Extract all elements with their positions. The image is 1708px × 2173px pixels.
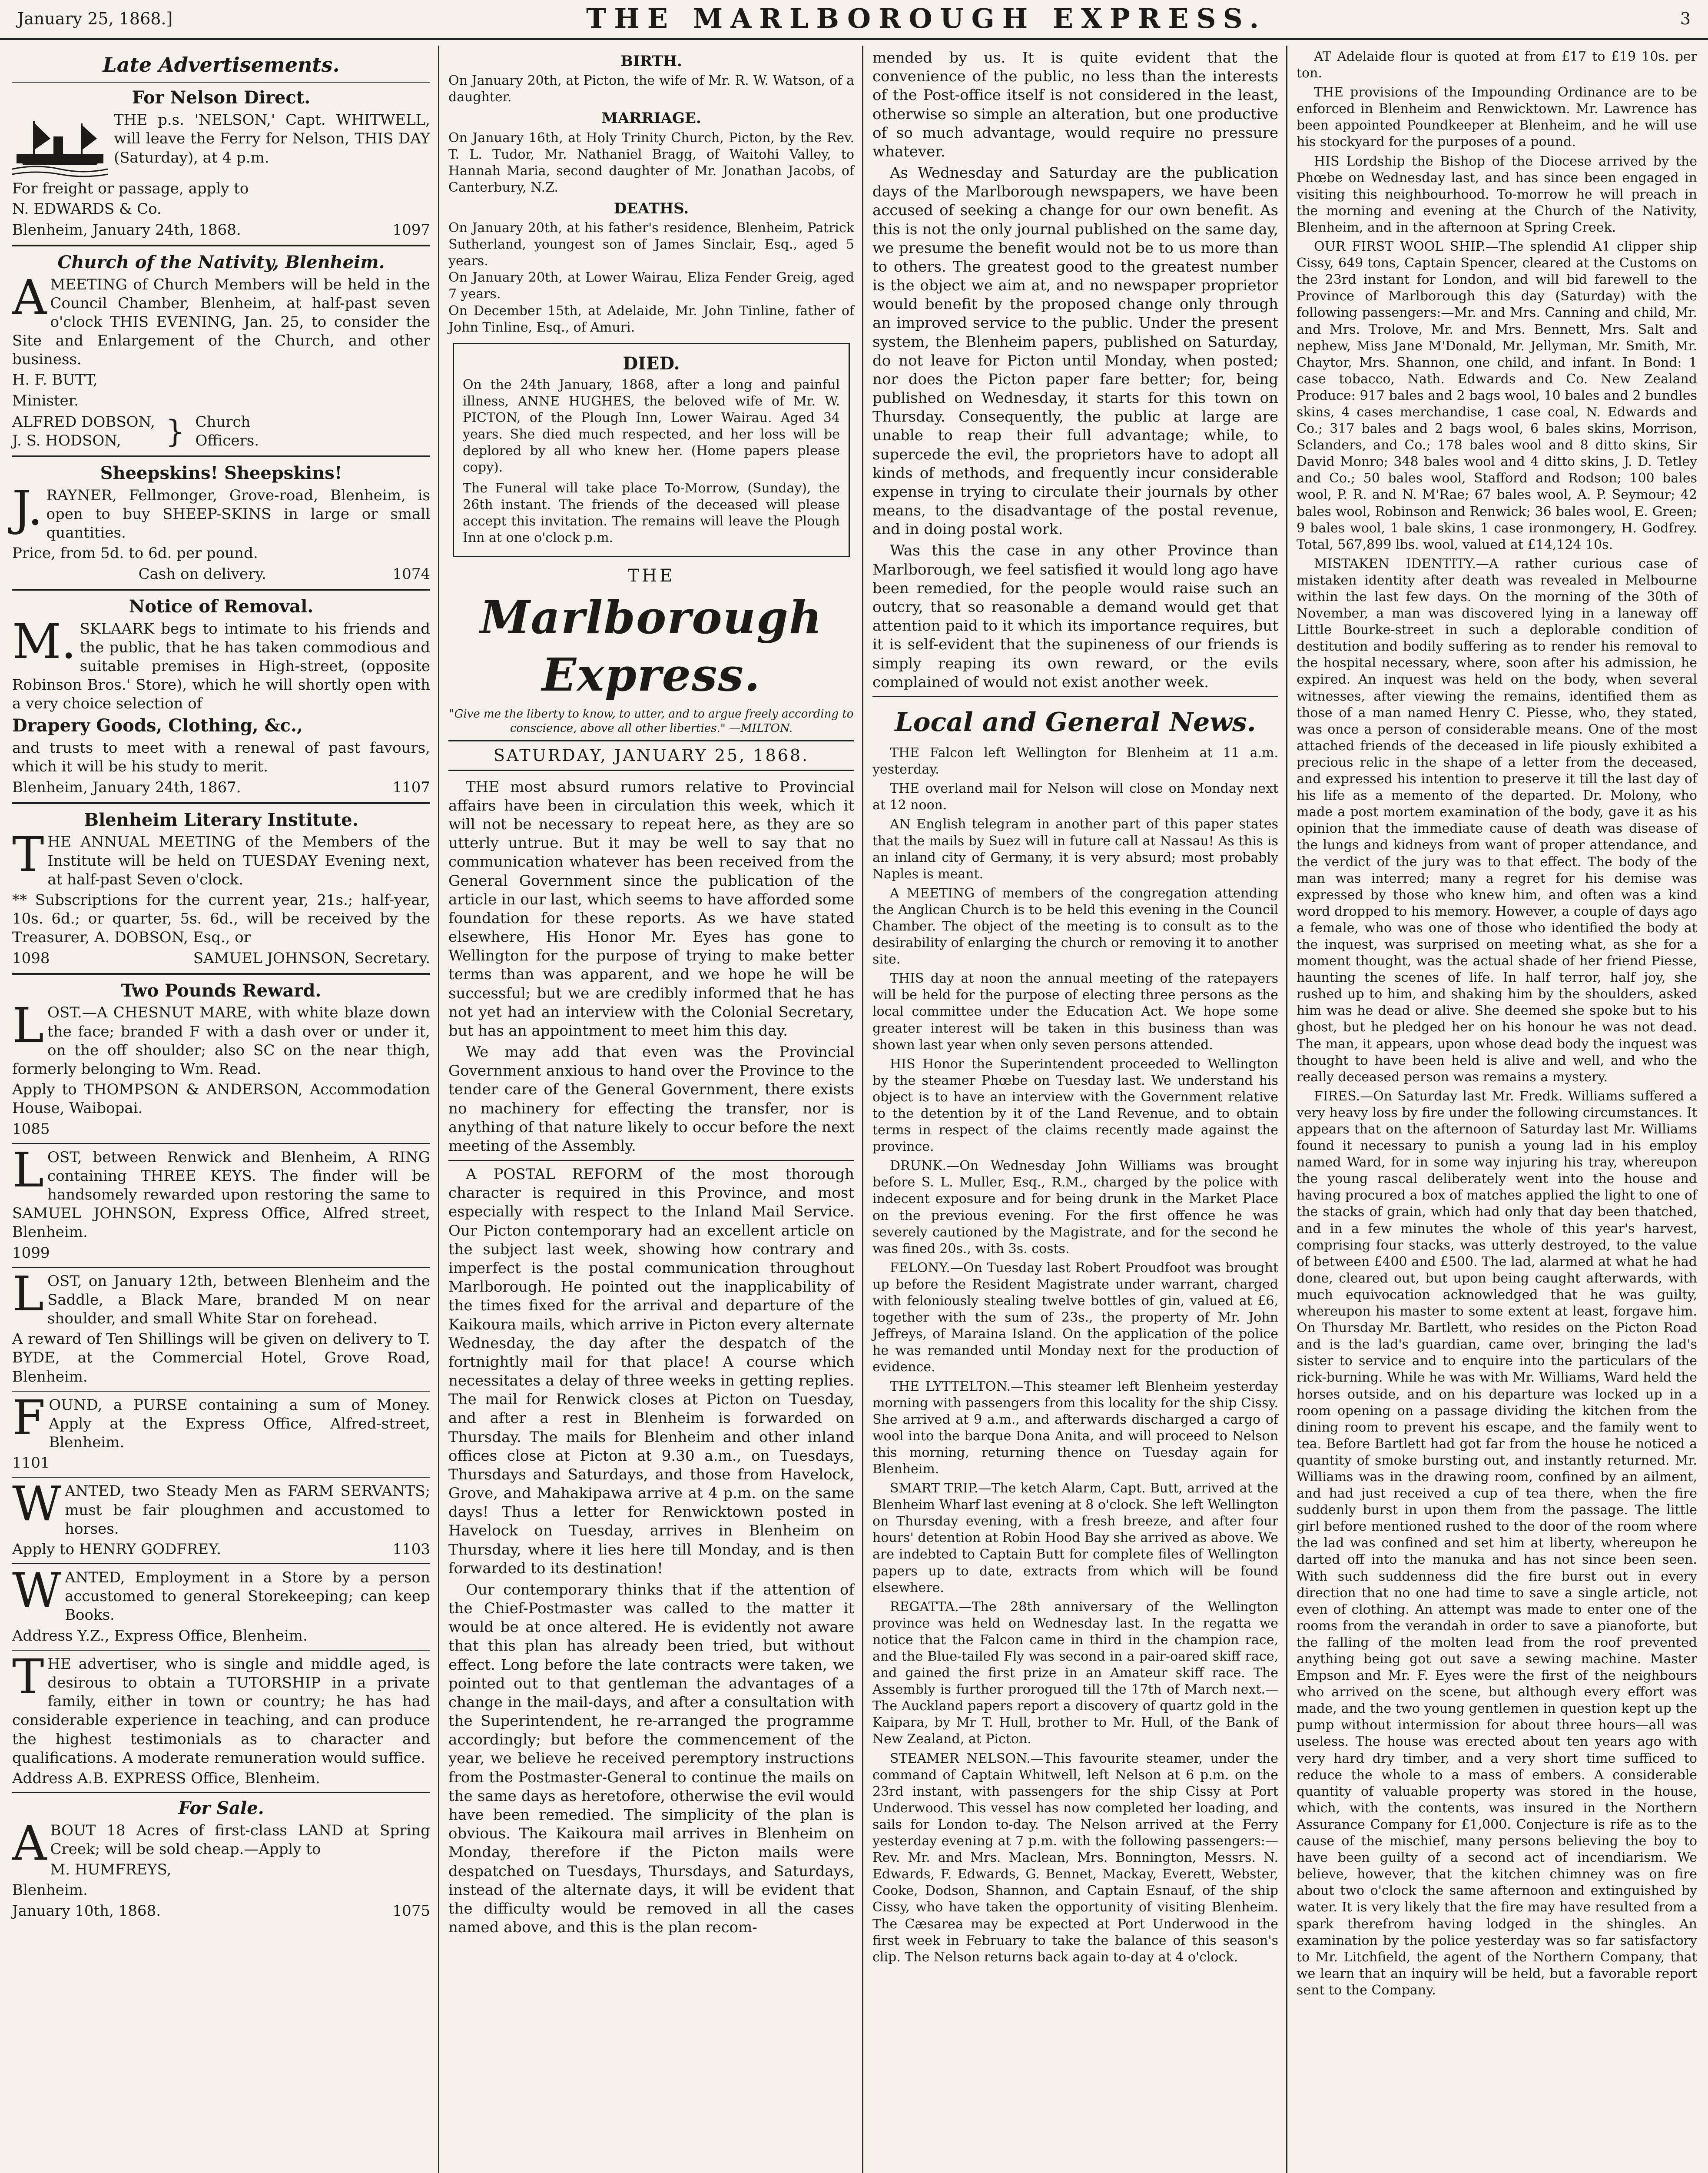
deaths-heading: DEATHS. bbox=[614, 199, 689, 217]
news-item: DRUNK.—On Wednesday John Williams was brought before S. L. Muller, Esq., R.M., charged by the police with indecent exposure and for being drunk in the Market Place on the previous evening. For the first offence he was severely cautioned by the Magistrate, and for the second he was fined 20s., with 3s. costs. bbox=[872, 1158, 1278, 1256]
news-item: THE LYTTELTON.—This steamer left Blenheim yesterday morning with passengers from this locality for the ship Cissy. She arrived at 9 a.m., and afterwards discharged a cargo of wool into the barque Dona Anita, and will proceed to Nelson this morning, returning thence on Tuesday again for Blenheim. bbox=[872, 1379, 1278, 1477]
brace: } bbox=[165, 413, 185, 449]
news-item: STEAMER NELSON.—This favourite steamer, under the command of Captain Whitwell, left Nelson at 6 p.m. on the 23rd instant, with passengers for the ship Cissy at Port Underwood. This vessel has now completed her loading, and sails for London to-day. The Nelson arrived at the Ferry yesterday evening at 7 p.m. with the following passengers:—Rev. Mr. and Mrs. Maclean, Mrs. Bonnington, Messrs. N. Edwards, F. Edwards, G. Bennet, Mackay, Everett, Webster, Cooke, Dodson, Shannon, and Captain Esnauf, of the ship Cissy, who have taken the opportunity of visiting Blenheim. The Cæsarea may be expected at Port Underwood in the first week in February to take the balance of this season's clip. The Nelson returns back again to-day at 4 o'clock. bbox=[872, 1751, 1278, 1965]
ad-body: THE ANNUAL MEETING of the Members of the Institute will be held on TUESDAY Evening next, at half-past Seven o'clock. bbox=[12, 827, 430, 888]
ad-body: and trusts to meet with a renewal of past favours, which it will be his study to merit. bbox=[12, 739, 430, 776]
birth-heading: BIRTH. bbox=[620, 53, 682, 70]
ad-footer bbox=[12, 1540, 430, 1559]
ad-reward bbox=[12, 980, 430, 1139]
ad-heading: Sheepskins! Sheepskins! bbox=[100, 463, 342, 484]
death-notice: On January 20th, at his father's residence, Blenheim, Patrick Sutherland, youngest son of James Sinclair, Esq., aged 5 years. bbox=[448, 220, 854, 269]
church-officers bbox=[12, 413, 430, 450]
ad-agent: M. HUMFREYS, bbox=[50, 1861, 172, 1879]
ad-body: LOST, between Renwick and Blenheim, A RING containing THREE KEYS. The finder will be handsomely rewarded upon restoring the same to SAMUEL JOHNSON, Express Office, Alfred street, Blenheim. bbox=[12, 1142, 430, 1241]
news-item: REGATTA.—The 28th anniversary of the Wellington province was held on Wednesday last. In the regatta we notice that the Falcon came in third in the champion race, and the Blue-tailed Fly was second in a pair-oared skiff race, and gained the first prize in an Amateur skiff race. The Assembly is further prorogued till the 17th of March next.—The Auckland papers report a discovery of quartz gold in the Kaipara, by Mr T. Hull, brother to Mr. Hull, of the Bank of New Zealand, at Picton. bbox=[872, 1599, 1278, 1747]
ad-ref: 1103 bbox=[392, 1540, 430, 1558]
divider bbox=[12, 802, 430, 804]
divider bbox=[448, 1160, 854, 1161]
ad-address: Address A.B. EXPRESS Office, Blenheim. bbox=[12, 1769, 320, 1787]
news-item: HIS Honor the Superintendent proceeded to Wellington by the steamer Phœbe on Tuesday last. We understand his object is to have an interview with the Government relative to the detention by it of the Land Revenue, and to obtain terms in respect of the claims recently made against the province. bbox=[872, 1056, 1278, 1155]
editorial-paragraph: THE most absurd rumors relative to Provincial affairs have been in circulation this week, which it will not be necessary to repeat here, as they are so utterly untrue. But it may be well to say that no communication whatever has been received from the General Government since the publication of the article in our last, which seems to have afforded some foundation for these reports. As we have stated elsewhere, His Honor Mr. Eyes has gone to Wellington for the purpose of trying to make better terms than was apparent, and we hope he will be successful; but we are credibly informed that he has not yet had an interview with the Colonial Secretary, but has an appointment to meet him this day. bbox=[448, 778, 854, 1040]
news-item: THE overland mail for Nelson will close on Monday next at 12 noon. bbox=[872, 781, 1278, 813]
ad-sheepskins bbox=[12, 462, 430, 584]
officer-name: J. S. HODSON, bbox=[12, 432, 121, 449]
ad-ref: 1098 bbox=[12, 949, 50, 967]
ad-body: ABOUT 18 Acres of first-class LAND at Spring Creek; will be sold cheap.—Apply to bbox=[12, 1815, 430, 1871]
divider bbox=[12, 589, 430, 591]
ad-tutor bbox=[12, 1648, 430, 1788]
ad-wanted-men bbox=[12, 1476, 430, 1559]
news-item: THIS day at noon the annual meeting of the ratepayers will be held for the purpose of electing three persons as the local committee under the Education Act. We hope some greater interest will be taken in this business than was shown last year when only seven persons attended. bbox=[872, 971, 1278, 1053]
ad-lost-mare bbox=[12, 1266, 430, 1386]
ad-secretary: SAMUEL JOHNSON, Secretary. bbox=[193, 949, 430, 967]
ad-price: Price, from 5d. to 6d. per pound. bbox=[12, 545, 258, 562]
marriage-heading: MARRIAGE. bbox=[601, 110, 701, 127]
nameplate-title: Marlborough Express. bbox=[480, 591, 823, 702]
death-notice: On December 15th, at Adelaide, Mr. John Tinline, father of John Tinline, Esq., of Amuri. bbox=[448, 303, 854, 335]
ad-body: J.RAYNER, Fellmonger, Grove-road, Blenheim, is open to buy SHEEP-SKINS in large or small quantities. bbox=[12, 480, 430, 542]
birth-notice: On January 20th, at Picton, the wife of Mr. R. W. Watson, of a daughter. bbox=[448, 73, 854, 105]
ad-wanted-employment bbox=[12, 1562, 430, 1645]
ad-body: M.SKLAARK begs to intimate to his friends and the public, that he has taken commodious and suitable premises in High-street, (opposite Robinson Bros.' Store), which he will shortly open with a very choice selection of bbox=[12, 613, 430, 713]
editorial-paragraph: We may add that even was the Provincial Government anxious to hand over the Province to the tender care of the General Government, there exists no machinery for effecting the transfer, nor is anything of that nature likely to occur before the next meeting of the Assembly. bbox=[448, 1043, 854, 1155]
ad-footer bbox=[12, 778, 430, 797]
masthead-paper-name: THE MARLBOROUGH EXPRESS. bbox=[586, 3, 1267, 35]
ad-body: THE advertiser, who is single and middle aged, is desirous to obtain a TUTORSHIP in a private family, either in town or country; he has had considerable experience in teaching, and can produce the highest testimonials as to character and qualifications. A moderate remuneration would suffice. bbox=[12, 1648, 430, 1767]
column-3-news bbox=[866, 49, 1284, 2173]
news-item: THE Falcon left Wellington for Blenheim at 11 a.m. yesterday. bbox=[872, 745, 1278, 777]
editorial-paragraph: As Wednesday and Saturday are the publication days of the Marlborough newspapers, we have been accused of seeking a change for our own benefit. As this is not the only journal published on the same day, we presume the benefit would not be to us more than to others. The greatest good to the greatest number is the object we aim at, and no newspaper proprietor would benefit by the proposed change only through an improved service to the public. Under the present system, the Blenheim papers, published on Saturday, do not leave for Picton until Monday, when posted; nor does the Picton paper fare better; for, being published on Wednesday, it starts for this town on Thursday. Consequently, the public at large are unable to reap their full advantage; while, to supercede the evil, the proprietors have to adopt all kinds of methods, and frequently incur considerable expense in trying to circulate their journals by other means, to the disadvantage of the postal revenue, and in doing postal work. bbox=[872, 164, 1278, 538]
ad-ref: 1101 bbox=[12, 1454, 50, 1472]
ad-nelson-ferry bbox=[12, 87, 430, 239]
editorial-paragraph: Our contemporary thinks that if the attention of the Chief-Postmaster was called to the matter it would be at once altered. He is evidently not aware that this plan has already been tried, but without effect. Long before the late contracts were taken, we pointed out to that gentleman the advantages of a change in the mail-days, and after a consultation with the Superintendent, he re-arranged the programme accordingly; but before the commencement of the year, we believe he received peremptory instructions from the Postmaster-General to continue the mails on the same days as heretofore, otherwise the evil would have been remedied. The simplicity of the plan is obvious. The Kaikoura mail arrives in Blenheim on Monday, therefore if the Picton mails were despatched on Tuesdays, Thursdays, and Saturdays, instead of the alternate days, it will be evident that the difficulty would be removed in all the cases named above, and this is the plan recom- bbox=[448, 1581, 854, 1937]
local-news bbox=[872, 745, 1278, 1966]
ad-for-sale bbox=[12, 1798, 430, 1920]
ad-literary-institute bbox=[12, 809, 430, 968]
ad-body: WANTED, two Steady Men as FARM SERVANTS; must be fair ploughmen and accustomed to horses. bbox=[12, 1476, 430, 1538]
column-1-advertisements bbox=[6, 49, 436, 2173]
nameplate bbox=[448, 565, 854, 704]
divider bbox=[12, 245, 430, 246]
ad-footer bbox=[12, 949, 430, 968]
news-item: FELONY.—On Tuesday last Robert Proudfoot was brought up before the Resident Magistrate under warrant, charged with feloniously stealing twelve bottles of gin, valued at £6, together with the sum of 23s., the property of Mr. John Jeffreys, of Maraina Island. On the application of the police he was remanded until Monday next for the production of evidence. bbox=[872, 1260, 1278, 1375]
steamship-icon bbox=[12, 113, 108, 178]
ad-heading: Church of the Nativity, Blenheim. bbox=[57, 252, 385, 272]
ad-heading: For Sale. bbox=[178, 1798, 264, 1819]
ad-heading: For Nelson Direct. bbox=[132, 87, 311, 108]
page-number: 3 bbox=[1680, 9, 1691, 29]
news-item: FIRES.—On Saturday last Mr. Fredk. Williams suffered a very heavy loss by fire under the following circumstances. It appears that on the afternoon of Saturday last Mr. Williams found it necessary to punish a young lad in his employ named Ward, for in some way injuring his tray, whereupon the young rascal deliberately went into the house and having procured a box of matches applied the light to one of the stacks of grain, which had only that day been thatched, and in a few minutes the whole of this year's harvest, comprising four stacks, was utterly destroyed, to the value of between £400 and £500. The lad, alarmed at what he had done, cleared out, but upon being caught afterwards, with much equivocation acknowledged that he was guilty, whereupon his master to some extent at least, forgave him. On Thursday Mr. Bartlett, who resides on the Picton Road and is the lad's guardian, came over, bringing the lad's sister to service and to enquire into the particulars of the rick-burning. While he was with Mr. Williams, Ward held the horses outside, and on his departure was locked up in a room opening on a passage dividing the kitchen from the dining room to prevent his escape, and the family went to tea. Before Bartlett had got far from the house he noticed a quantity of smoke bursting out, and instantly returned. Mr. Williams was in the drawing room, confined by an ailment, and had just received a cup of tea there, when the fire suddenly burst in upon them from the passage. The little girl before mentioned rushed to the door of the room where the lad was confined and set him at liberty, whereupon he darted off into the manuka and has not since been seen. With such suddenness did the fire burst out in every direction that no one had time to save a single article, not even of clothing. An attempt was made to enter one of the rooms from the verandah in order to save a pianoforte, but the falling of the molten lead from the roof prevented anything being got out save a sewing machine. Master Empson and Mr. F. Eyes were the first of the neighbours who arrived on the scene, but although every effort was made, and the two young gentlemen in question kept up the pump without intermission for about three hours—all was useless. The house was erected about ten years ago with very hard dry timber, and a very short time sufficed to reduce the whole to a mass of embers. A considerable quantity of valuable property was stored in the house, which, with the contents, was insured in the Northern Assurance Company for £1,000. Conjecture is rife as to the cause of the mischief, many persons believing the boy to have been guilty of a second act of incendiarism. We believe, however, that the kitchen chimney was on fire about two o'clock the same afternoon and extinguished by water. It is very likely that the fire may have resulted from a spark therefrom having lodged in the shingles. An examination by the police yesterday was so far satisfactory to Mr. Litchfield, the agent of the Northern Company, that we learn that an inquiry will be held, but a favorable report sent to the Company. bbox=[1297, 1088, 1697, 1998]
ad-body: ** Subscriptions for the current year, 21s.; half-year, 10s. 6d.; or quarter, 5s. 6d., will be received by the Treasurer, A. DOBSON, Esq., or bbox=[12, 891, 430, 947]
ad-ref: 1099 bbox=[12, 1244, 50, 1262]
ad-apply: Apply to THOMPSON & ANDERSON, Accommodation House, Waibopai. bbox=[12, 1081, 430, 1117]
local-news-continued bbox=[1297, 49, 1697, 1999]
ad-place: Blenheim. bbox=[12, 1881, 88, 1899]
divider bbox=[12, 1650, 430, 1651]
ad-agent: N. EDWARDS & Co. bbox=[12, 200, 162, 218]
ad-date: Blenheim, January 24th, 1867. bbox=[12, 778, 241, 796]
divider bbox=[12, 1477, 430, 1478]
ad-signature-title: Minister. bbox=[12, 392, 79, 409]
ad-heading: Blenheim Literary Institute. bbox=[84, 809, 358, 830]
ad-date: Blenheim, January 24th, 1868. bbox=[12, 221, 241, 239]
ad-footer bbox=[12, 221, 430, 239]
ad-body: FOUND, a PURSE containing a sum of Money. Apply at the Express Office, Alfred-street, Blenheim. bbox=[12, 1389, 430, 1452]
ad-church bbox=[12, 252, 430, 450]
ad-removal bbox=[12, 596, 430, 797]
died-heading: DIED. bbox=[623, 353, 680, 374]
funeral-text: The Funeral will take place To-Morrow, (Sunday), the 26th instant. The friends of the deceased will please accept this invitation. The remains will leave the Plough Inn at one o'clock p.m. bbox=[463, 481, 840, 546]
issue-dateline: SATURDAY, JANUARY 25, 1868. bbox=[448, 740, 854, 771]
news-item: A MEETING of members of the congregation attending the Anglican Church is to be held this evening in the Council Chamber. The object of the meeting is to consult as to the desirability of enlarging the church or removing it to another site. bbox=[872, 885, 1278, 967]
ad-body: LOST, on January 12th, between Blenheim and the Saddle, a Black Mare, branded M on near shoulder, and small White Star on forehead. bbox=[12, 1266, 430, 1328]
divider bbox=[12, 82, 430, 83]
ad-ref: 1075 bbox=[392, 1902, 430, 1920]
ad-apply: Apply to HENRY GODFREY. bbox=[12, 1540, 222, 1558]
officers-label: Church Officers. bbox=[195, 413, 259, 449]
ad-ref: 1097 bbox=[392, 221, 430, 239]
editorial-continued bbox=[872, 49, 1278, 692]
editorial-paragraph: A POSTAL REFORM of the most thorough character is required in this Province, and most especially with respect to the Inland Mail Service. Our Picton contemporary had an excellent article on the subject last week, showing how contrary and imperfect is the postal communication throughout Marlborough. He pointed out the inapplicability of the times fixed for the arrival and departure of the Kaikoura mails, which arrive in Picton every alternate Wednesday, the day after the despatch of the fortnightly mail for that place! A course which necessitates a delay of three weeks in getting replies. The mail for Renwick closes at Picton on Tuesday, and after a rest in Blenheim is forwarded on Thursday. The mails for Blenheim and other inland offices close at Picton at 9.30 a.m., on Tuesdays, Thursdays and Saturdays, and those from Havelock, Grove, and Mahakipawa arrive at 4 p.m. on the same days! Thus a letter for Renwicktown posted in Havelock on Tuesday, arrives in Blenheim on Thursday, where it lies here till Monday, and is then forwarded to its destination! bbox=[448, 1166, 854, 1577]
ad-body: For freight or passage, apply to bbox=[12, 180, 249, 198]
late-advertisements-heading: Late Advertisements. bbox=[103, 53, 340, 76]
column-4-news bbox=[1290, 49, 1703, 2173]
divider bbox=[12, 1267, 430, 1268]
divider bbox=[872, 696, 1278, 697]
divider bbox=[12, 455, 430, 457]
ad-heading: Notice of Removal. bbox=[129, 596, 314, 617]
column-rule bbox=[862, 46, 863, 2173]
news-item: SMART TRIP.—The ketch Alarm, Capt. Butt, arrived at the Blenheim Wharf last evening at 8 o'clock. She left Wellington on Thursday evening, with a fresh breeze, and after four hours' detention at Robin Hood Bay she arrived as above. We are indebted to Captain Butt for complete files of Wellington papers up to date, extracts from which will be found elsewhere. bbox=[872, 1481, 1278, 1595]
ad-ref: 1085 bbox=[12, 1120, 50, 1138]
ad-found-purse bbox=[12, 1389, 430, 1473]
local-news-heading: Local and General News. bbox=[895, 707, 1256, 738]
ad-body: AMEETING of Church Members will be held in the Council Chamber, Blenheim, at half-past seven o'clock THIS EVENING, Jan. 25, to consider the Site and Enlargement of the Church, and other business. bbox=[12, 269, 430, 369]
officer-name: ALFRED DOBSON, bbox=[12, 413, 155, 431]
masthead bbox=[0, 0, 1708, 40]
died-box bbox=[453, 343, 850, 558]
ad-footer bbox=[12, 1902, 430, 1920]
editorial-paragraph: mended by us. It is quite evident that the convenience of the public, no less than the interests of the Post-office itself is not considered in the least, otherwise so simple an alteration, but one productive of so much advantage, would require no pressure whatever. bbox=[872, 49, 1278, 160]
death-notice: On January 20th, at Lower Wairau, Eliza Fender Greig, aged 7 years. bbox=[448, 270, 854, 302]
ad-goods: Drapery Goods, Clothing, &c., bbox=[12, 715, 303, 736]
ad-signature: H. F. BUTT, bbox=[12, 371, 98, 389]
ad-date: January 10th, 1868. bbox=[12, 1902, 161, 1920]
ad-ref: 1074 bbox=[392, 565, 430, 583]
nameplate-the: THE bbox=[627, 566, 675, 586]
news-item: AN English telegram in another part of this paper states that the mails by Suez will in future call at Nassau! As this is an inland city of Germany, it is very absurd; most probably Naples is meant. bbox=[872, 817, 1278, 882]
column-2-notices-editorial bbox=[442, 49, 860, 2173]
news-item: THE provisions of the Impounding Ordinance are to be enforced in Blenheim and Renwicktown. Mr. Lawrence has been appointed Poundkeeper at Blenheim, and he will use his stockyard for the purposes of a pound. bbox=[1297, 85, 1697, 150]
divider bbox=[12, 1563, 430, 1564]
ad-lost-keys bbox=[12, 1142, 430, 1263]
ad-heading: Two Pounds Reward. bbox=[121, 980, 322, 1001]
died-text: On the 24th January, 1868, after a long and painful illness, ANNE HUGHES, the beloved wife of Mr. W. PICTON, of the Plough Inn, Lower Wairau. Aged 34 years. She died much respected, and her loss will be deplored by all who knew her. (Home papers please copy). bbox=[463, 377, 840, 475]
divider bbox=[12, 1391, 430, 1392]
editorial-paragraph: Was this the case in any other Province than Marlborough, we feel satisfied it would long ago have been remedied, for the people would raise such an outcry, that so reasonable a demand would get that attention paid to it which its importance requires, but it is self-evident that the supineness of our friends is simply reaping its own reward, or the evils complained of would not exist another week. bbox=[872, 542, 1278, 691]
divider bbox=[12, 1143, 430, 1144]
divider bbox=[12, 1792, 430, 1793]
ad-body: WANTED, Employment in a Store by a person accustomed to general Storekeeping; can keep Books. bbox=[12, 1562, 430, 1624]
ad-footer bbox=[12, 565, 430, 584]
editorial bbox=[448, 778, 854, 1937]
news-item: OUR FIRST WOOL SHIP.—The splendid A1 clipper ship Cissy, 649 tons, Captain Spencer, cleared at the Customs on the 23rd instant for London, and will bid farewell to the Province of Marlborough this day (Saturday) with the following passengers:—Mr. and Mrs. Canning and child, Mr. and Mrs. Trolove, Mr. and Mrs. Bennett, Mrs. Salt and nephew, Miss Jane M'Donald, Mr. Jellyman, Mr. Smith, Mr. Chaytor, Mrs. Shannon, one child, and infant. In Bond: 1 case tobacco, Nath. Edwards and Co. New Zealand Produce: 917 bales and 2 bags wool, 10 bales and 2 bundles skins, 4 cases merchandise, 1 case coal, N. Edwards and Co.; 317 bales and 2 bags wool, 6 bales skins, Morrison, Sclanders, and Co.; 178 bales wool and 8 ditto skins, Sir David Monro; 348 bales wool and 4 ditto skins, J. D. Tetley and Co.; 50 bales wool, Stafford and Rodson; 100 bales wool, P. R. and N. M'Rae; 67 bales wool, A. P. Seymour; 42 bales wool, Robinson and Renwick; 36 bales wool, E. Green; 9 bales wool, 1 bale skins, 1 case ironmongery, H. Godfrey. Total, 567,899 lbs. wool, valued at £14,124 10s. bbox=[1297, 239, 1697, 552]
ad-body: LOST.—A CHESNUT MARE, with white blaze down the face; branded F with a dash over or under it, on the off shoulder; also SC on the near thigh, formerly belonging to Wm. Read. bbox=[12, 997, 430, 1078]
ad-body: A reward of Ten Shillings will be given on delivery to T. BYDE, at the Commercial Hotel, Grove Road, Blenheim. bbox=[12, 1330, 430, 1386]
column-rule bbox=[438, 46, 439, 2173]
ad-ref: 1107 bbox=[392, 778, 430, 796]
ad-terms: Cash on delivery. bbox=[138, 565, 266, 583]
column-rule bbox=[1286, 46, 1287, 2173]
news-item: HIS Lordship the Bishop of the Diocese arrived by the Phœbe on Wednesday last, and has since been engaged in visiting this neighbourhood. To-morrow he will preach in the morning and evening at the Church of the Nativity, Blenheim, and in the afternoon at Spring Creek. bbox=[1297, 153, 1697, 235]
ad-body: THE p.s. 'NELSON,' Capt. WHITWELL, will leave the Ferry for Nelson, THIS DAY (Saturday), at 4 p.m. bbox=[114, 111, 430, 166]
motto: "Give me the liberty to know, to utter, and to argue freely according to conscience, above all other liberties." —MILTON. bbox=[449, 708, 854, 735]
divider bbox=[12, 973, 430, 975]
masthead-date: January 25, 1868.] bbox=[17, 9, 173, 29]
news-item: AT Adelaide flour is quoted at from £17 to £19 10s. per ton. bbox=[1297, 49, 1697, 81]
ad-address: Address Y.Z., Express Office, Blenheim. bbox=[12, 1627, 308, 1645]
marriage-notice: On January 16th, at Holy Trinity Church, Picton, by the Rev. T. L. Tudor, Mr. Nathaniel Bragg, of Waitohi Valley, to Hannah Maria, second daughter of Mr. Jonathan Jacobs, of Canterbury, N.Z. bbox=[448, 130, 854, 195]
news-item: MISTAKEN IDENTITY.—A rather curious case of mistaken identity after death was revealed in Melbourne within the last few days. On the morning of the 30th of November, a man was discovered lying in a laneway off Little Bourke-street in such a deplorable condition of destitution and bodily suffering as to render his removal to the hospital necessary, where, soon after his admission, he expired. An inquest was held on the body, when several witnesses, after viewing the remains, identified them as those of a man named Henry C. Piesse, who, they stated, was once a person of considerable means. One of the most attached friends of the deceased in life piously exhibited a precious relic in the shape of a letter from the deceased, and expressed his intention to preserve it till the last day of his life as a memento of the departed. Dr. Molony, who made a post mortem examination of the body, gave it as his opinion that the immediate cause of death was disease of the lungs and kidneys from want of proper attendance, and the verdict of the jury was to that effect. The body of the man was interred; many a regret for his demise was expressed by those who knew him, and often was a kind word dropped to his memory. However, a couple of days ago a female, who was one of those who identified the body at the inquest, was surprised on meeting what, as she for a moment thought, was the actual shade of her friend Piesse, haunting the scenes of life. In half terror, half joy, she rushed up to him, and shaking him by the shoulders, asked him was he dead or alive. She deemed she spoke but to his ghost, but he pledged her on his honour he was not dead. The man, it appears, upon whose dead body the inquest was thought to have been held is alive and well, and who the really deceased person was remains a mystery. bbox=[1297, 556, 1697, 1085]
